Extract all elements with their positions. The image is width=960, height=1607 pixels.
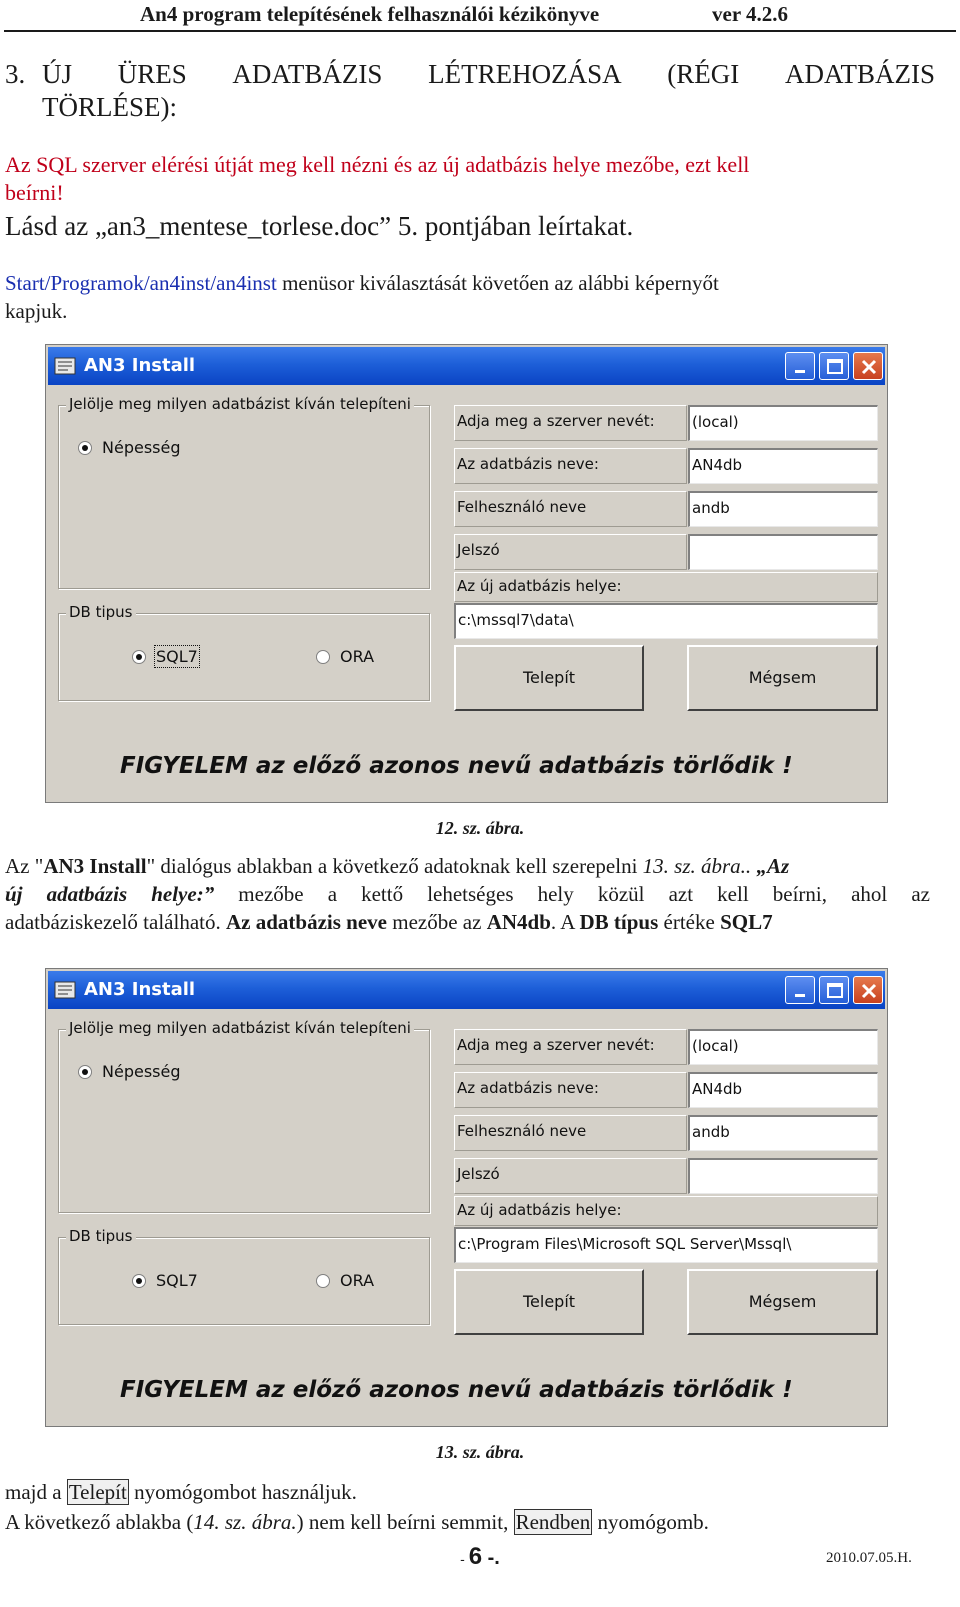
menu-text-1: menüsor kiválasztását követően az alábbi képernyőt [276, 271, 719, 295]
body-text: " dialógus ablakban a következő adatoknak kell szerepelni [146, 854, 643, 878]
db-name-input[interactable]: AN4db [688, 448, 878, 484]
db-location-label: Az új adatbázis helye: [454, 572, 878, 602]
menu-path: Start/Programok/an4inst/an4inst [5, 271, 277, 295]
delete-warning: FIGYELEM az előző azonos nevű adatbázis törlődik ! [120, 753, 793, 779]
dialog-title: AN3 Install [84, 979, 196, 1000]
maximize-icon [826, 358, 844, 376]
radio-ora-label[interactable]: ORA [340, 647, 375, 666]
body-word: kettő [361, 882, 404, 906]
radio-nepesseg-label[interactable]: Népesség [102, 1062, 181, 1081]
install-button[interactable]: Telepít [454, 645, 644, 711]
close-button[interactable] [853, 352, 883, 380]
username-input[interactable]: andb [688, 1115, 878, 1151]
section-title-line1 [42, 58, 935, 91]
body-word: az [911, 882, 930, 906]
install-button[interactable]: Telepít [454, 1269, 644, 1335]
db-select-group [58, 1029, 430, 1213]
delete-warning: FIGYELEM az előző azonos nevű adatbázis törlődik ! [120, 1377, 793, 1403]
intro-red-line1: Az SQL szerver elérési útját meg kell nézni és az új adatbázis helye mezőbe, ezt kell [5, 152, 750, 177]
section-title-word: ÜRES [117, 59, 187, 89]
body-word: kell [717, 882, 749, 906]
body-text: majd a [5, 1480, 67, 1504]
page-number-value: 6 [468, 1543, 483, 1570]
value-sql7: SQL7 [720, 910, 773, 934]
ok-button-ref: Rendben [515, 1510, 591, 1534]
field-ref-location-word: helye:” [151, 882, 215, 906]
body-text: . A [550, 910, 580, 934]
server-name-input[interactable]: (local) [688, 1029, 878, 1065]
figure-caption-12: 12. sz. ábra. [435, 818, 525, 838]
section-title-line2: TÖRLÉSE): [42, 92, 177, 122]
radio-nepesseg-label[interactable]: Népesség [102, 438, 181, 457]
username-label: Felhesználó neve [454, 1115, 687, 1151]
body-word: lehetséges [427, 882, 514, 906]
cancel-button[interactable]: Mégsem [687, 1269, 878, 1335]
page-dash-left: - [460, 1551, 469, 1567]
db-type-group [58, 613, 430, 701]
body-text: adatbáziskezelő található. [5, 910, 226, 934]
server-name-label: Adja meg a szerver nevét: [454, 405, 687, 441]
page-dash-right: -. [482, 1547, 500, 1569]
minimize-icon [792, 982, 810, 1000]
maximize-button[interactable] [819, 976, 849, 1004]
intro-red-line2: beírni! [5, 180, 64, 205]
body-text: Az " [5, 854, 44, 878]
body-word: hely [537, 882, 574, 906]
section-title-word: ÚJ [42, 59, 73, 89]
install-button-ref: Telepít [68, 1480, 127, 1504]
body-text: értéke [658, 910, 721, 934]
username-input[interactable]: andb [688, 491, 878, 527]
minimize-button[interactable] [785, 976, 815, 1004]
section-title-word: (RÉGI [667, 59, 740, 89]
maximize-icon [826, 982, 844, 1000]
maximize-button[interactable] [819, 352, 849, 380]
minimize-icon [792, 358, 810, 376]
figure-ref-13: 13. sz. ábra.. [642, 854, 752, 878]
radio-sql7-label[interactable]: SQL7 [156, 1271, 198, 1290]
close-icon [860, 982, 878, 1000]
radio-sql7[interactable] [132, 1274, 146, 1288]
server-name-input[interactable]: (local) [688, 405, 878, 441]
radio-ora-label[interactable]: ORA [340, 1271, 375, 1290]
document-version: ver 4.2.6 [712, 2, 789, 26]
instruction-line2 [5, 1508, 709, 1536]
body-text: mezőbe az [386, 910, 487, 934]
figure-caption-13: 13. sz. ábra. [435, 1442, 525, 1462]
document-header [4, 0, 956, 32]
body-line2 [5, 880, 930, 908]
close-button[interactable] [853, 976, 883, 1004]
db-type-group-label: DB tipus [66, 603, 136, 621]
field-ref-dbtype: DB típus [579, 910, 659, 934]
field-ref-location-word: új [5, 882, 23, 906]
server-name-label: Adja meg a szerver nevét: [454, 1029, 687, 1065]
section-title-word: ADATBÁZIS [784, 59, 935, 89]
field-ref-start: „Az [751, 854, 790, 878]
app-icon [54, 980, 76, 1000]
db-name-label: Az adatbázis neve: [454, 448, 687, 484]
db-type-group-label: DB tipus [66, 1227, 136, 1245]
db-select-group-label: Jelölje meg milyen adatbázist kíván telepíteni [66, 1019, 414, 1037]
password-input[interactable] [688, 1158, 878, 1194]
page-number [0, 1543, 960, 1571]
install-dialog-1 [45, 344, 888, 803]
minimize-button[interactable] [785, 352, 815, 380]
radio-sql7-label[interactable]: SQL7 [156, 647, 198, 666]
document-date: 2010.07.05.H. [826, 1550, 912, 1566]
radio-sql7[interactable] [132, 650, 146, 664]
radio-nepesseg[interactable] [78, 1065, 92, 1079]
dialog-name-ref: AN3 Install [43, 854, 147, 878]
field-ref-location-word: adatbázis [46, 882, 128, 906]
dialog-titlebar[interactable] [48, 347, 885, 385]
figure-ref-14: 14. sz. ábra. [193, 1510, 297, 1534]
instruction-line1 [5, 1478, 357, 1506]
radio-ora[interactable] [316, 1274, 330, 1288]
body-line3 [5, 908, 930, 936]
field-ref-dbname: Az adatbázis neve [225, 910, 387, 934]
section-number: 3. [5, 59, 26, 89]
intro-menu-line1 [5, 269, 719, 297]
body-text: ) nem kell beírni semmit, [296, 1510, 514, 1534]
body-word: beírni, [772, 882, 827, 906]
db-name-label: Az adatbázis neve: [454, 1072, 687, 1108]
body-word: azt [668, 882, 694, 906]
section-title-word: ADATBÁZIS [232, 59, 383, 89]
app-icon [54, 356, 76, 376]
install-dialog-2 [45, 968, 888, 1427]
body-text: A következő ablakba ( [5, 1510, 194, 1534]
dialog-titlebar[interactable] [48, 971, 885, 1009]
body-text: nyomógomb. [592, 1510, 709, 1534]
radio-ora[interactable] [316, 650, 330, 664]
db-type-group [58, 1237, 430, 1325]
document-title: An4 program telepítésének felhasználói kézikönyve [140, 2, 600, 26]
db-select-group-label: Jelölje meg milyen adatbázist kíván telepíteni [66, 395, 414, 413]
password-label: Jelszó [454, 1158, 687, 1194]
body-text: nyomógombot használjuk. [128, 1480, 357, 1504]
value-an4db: AN4db [486, 910, 551, 934]
db-location-input[interactable]: c:\mssql7\data\ [454, 603, 878, 639]
body-word: ahol [851, 882, 888, 906]
close-icon [860, 358, 878, 376]
password-input[interactable] [688, 534, 878, 570]
db-select-group [58, 405, 430, 589]
db-location-input[interactable]: c:\Program Files\Microsoft SQL Server\Mssql\ [454, 1227, 878, 1263]
db-name-input[interactable]: AN4db [688, 1072, 878, 1108]
section-heading [5, 58, 935, 128]
body-line1 [5, 852, 930, 880]
radio-nepesseg[interactable] [78, 441, 92, 455]
username-label: Felhesználó neve [454, 491, 687, 527]
body-word: közül [597, 882, 645, 906]
section-title-word: LÉTREHOZÁSA [428, 59, 622, 89]
intro-menu-line2: kapjuk. [5, 299, 68, 323]
db-location-label: Az új adatbázis helye: [454, 1196, 878, 1226]
password-label: Jelszó [454, 534, 687, 570]
intro-see-line: Lásd az „an3_mentese_torlese.doc” 5. pontjában leírtakat. [5, 211, 634, 241]
cancel-button[interactable]: Mégsem [687, 645, 878, 711]
body-word: mezőbe [238, 882, 304, 906]
body-word: a [327, 882, 338, 906]
dialog-title: AN3 Install [84, 355, 196, 376]
